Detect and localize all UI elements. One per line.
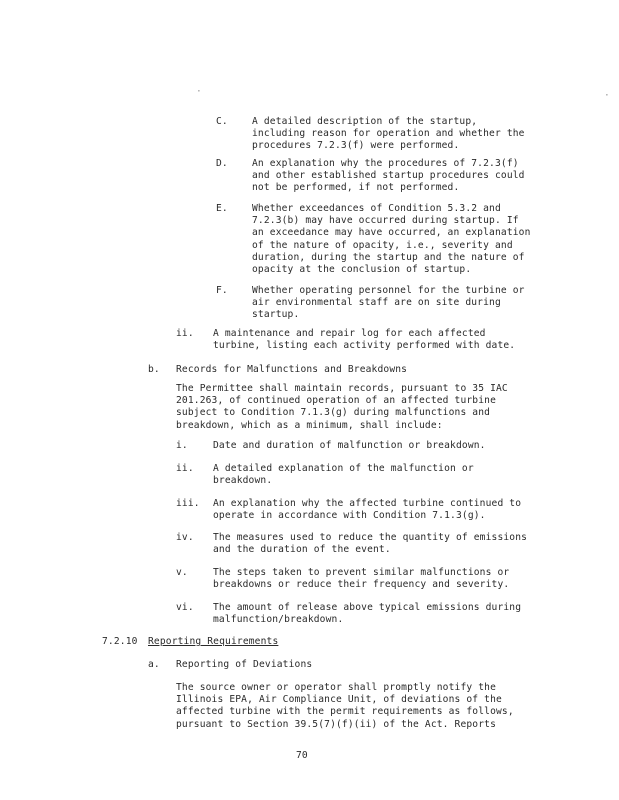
section-label: b. (148, 364, 160, 375)
text-line: Whether exceedances of Condition 5.3.2 and (252, 203, 501, 214)
text-line: A detailed description of the startup, (252, 116, 478, 127)
text-line: breakdown, which as a minimum, shall include: (176, 419, 443, 431)
item-label: E. (216, 203, 228, 214)
text-line: including reason for operation and whether the (252, 128, 525, 140)
section-label: a. (148, 659, 160, 670)
item-label: i. (176, 440, 188, 451)
text-line: Illinois EPA, Air Compliance Unit, of deviations of the (176, 694, 502, 706)
item-label: v. (176, 567, 188, 578)
item-text (213, 532, 527, 556)
text-line: of the nature of opacity, i.e., severity and (252, 239, 513, 251)
text-line: Whether operating personnel for the turbine or (252, 285, 525, 296)
text-line: air environmental staff are on site during (252, 297, 501, 309)
page-number: 70 (296, 750, 308, 761)
text-line: not be performed, if not performed. (252, 182, 460, 194)
text-line: pursuant to Section 39.5(7)(f)(ii) of the Act. Reports (176, 718, 496, 730)
item-label: C. (216, 116, 228, 127)
text-line: 201.263, of continued operation of an affected turbine (176, 395, 496, 407)
text-line: The Permittee shall maintain records, pursuant to 35 IAC (176, 383, 508, 394)
item-text (252, 285, 525, 322)
text-line: and the duration of the event. (213, 544, 391, 556)
section-heading: Reporting of Deviations (176, 659, 313, 670)
text-line: A detailed explanation of the malfunction or (213, 463, 474, 474)
section-title: Reporting Requirements (148, 636, 279, 647)
text-line: malfunction/breakdown. (213, 614, 344, 626)
text-line: An explanation why the affected turbine continued to (213, 498, 522, 509)
text-line: an exceedance may have occurred, an explanation (252, 227, 531, 239)
item-text (213, 567, 509, 591)
text-line: breakdowns or reduce their frequency and severity. (213, 579, 510, 591)
item-label: iv. (176, 532, 194, 543)
item-label: D. (216, 158, 228, 169)
text-line: opacity at the conclusion of startup. (252, 264, 472, 276)
text-line: An explanation why the procedures of 7.2.3(f) (252, 158, 519, 169)
item-label: iii. (176, 498, 200, 509)
scan-mark: · (196, 86, 202, 97)
item-text (213, 602, 521, 626)
scan-mark: · (604, 90, 610, 101)
section-heading: Records for Malfunctions and Breakdowns (176, 364, 408, 375)
text-line: startup. (252, 309, 300, 321)
text-line: breakdown. (213, 475, 273, 487)
text-line: The source owner or operator shall promptly notify the (176, 682, 496, 693)
text-line: A maintenance and repair log for each affected (213, 328, 486, 339)
text-line: The amount of release above typical emissions during (213, 602, 522, 613)
text-line: affected turbine with the permit requirements as follows, (176, 706, 514, 718)
section-paragraph (176, 682, 514, 731)
item-text (213, 440, 486, 452)
text-line: The measures used to reduce the quantity of emissions (213, 532, 528, 543)
text-line: 7.2.3(b) may have occurred during startup. If (252, 215, 519, 227)
text-line: subject to Condition 7.1.3(g) during malfunctions and (176, 407, 491, 419)
text-line: operate in accordance with Condition 7.1.3(g). (213, 510, 486, 522)
text-line: duration, during the startup and the nature of (252, 251, 525, 263)
section-number: 7.2.10 (102, 636, 138, 647)
item-text (252, 116, 525, 153)
item-label: ii. (176, 463, 194, 474)
text-line: and other established startup procedures could (252, 170, 525, 182)
item-label: vi. (176, 602, 194, 613)
item-text (213, 463, 474, 487)
text-line: The steps taken to prevent similar malfunctions or (213, 567, 510, 578)
item-label: F. (216, 285, 228, 296)
item-label: ii. (176, 328, 194, 339)
text-line: procedures 7.2.3(f) were performed. (252, 140, 460, 152)
text-line: Date and duration of malfunction or breakdown. (213, 440, 486, 451)
item-text (213, 328, 515, 352)
item-text (213, 498, 521, 522)
item-text (252, 203, 531, 276)
section-paragraph (176, 383, 508, 432)
item-text (252, 158, 525, 195)
text-line: turbine, listing each activity performed with date. (213, 340, 516, 352)
